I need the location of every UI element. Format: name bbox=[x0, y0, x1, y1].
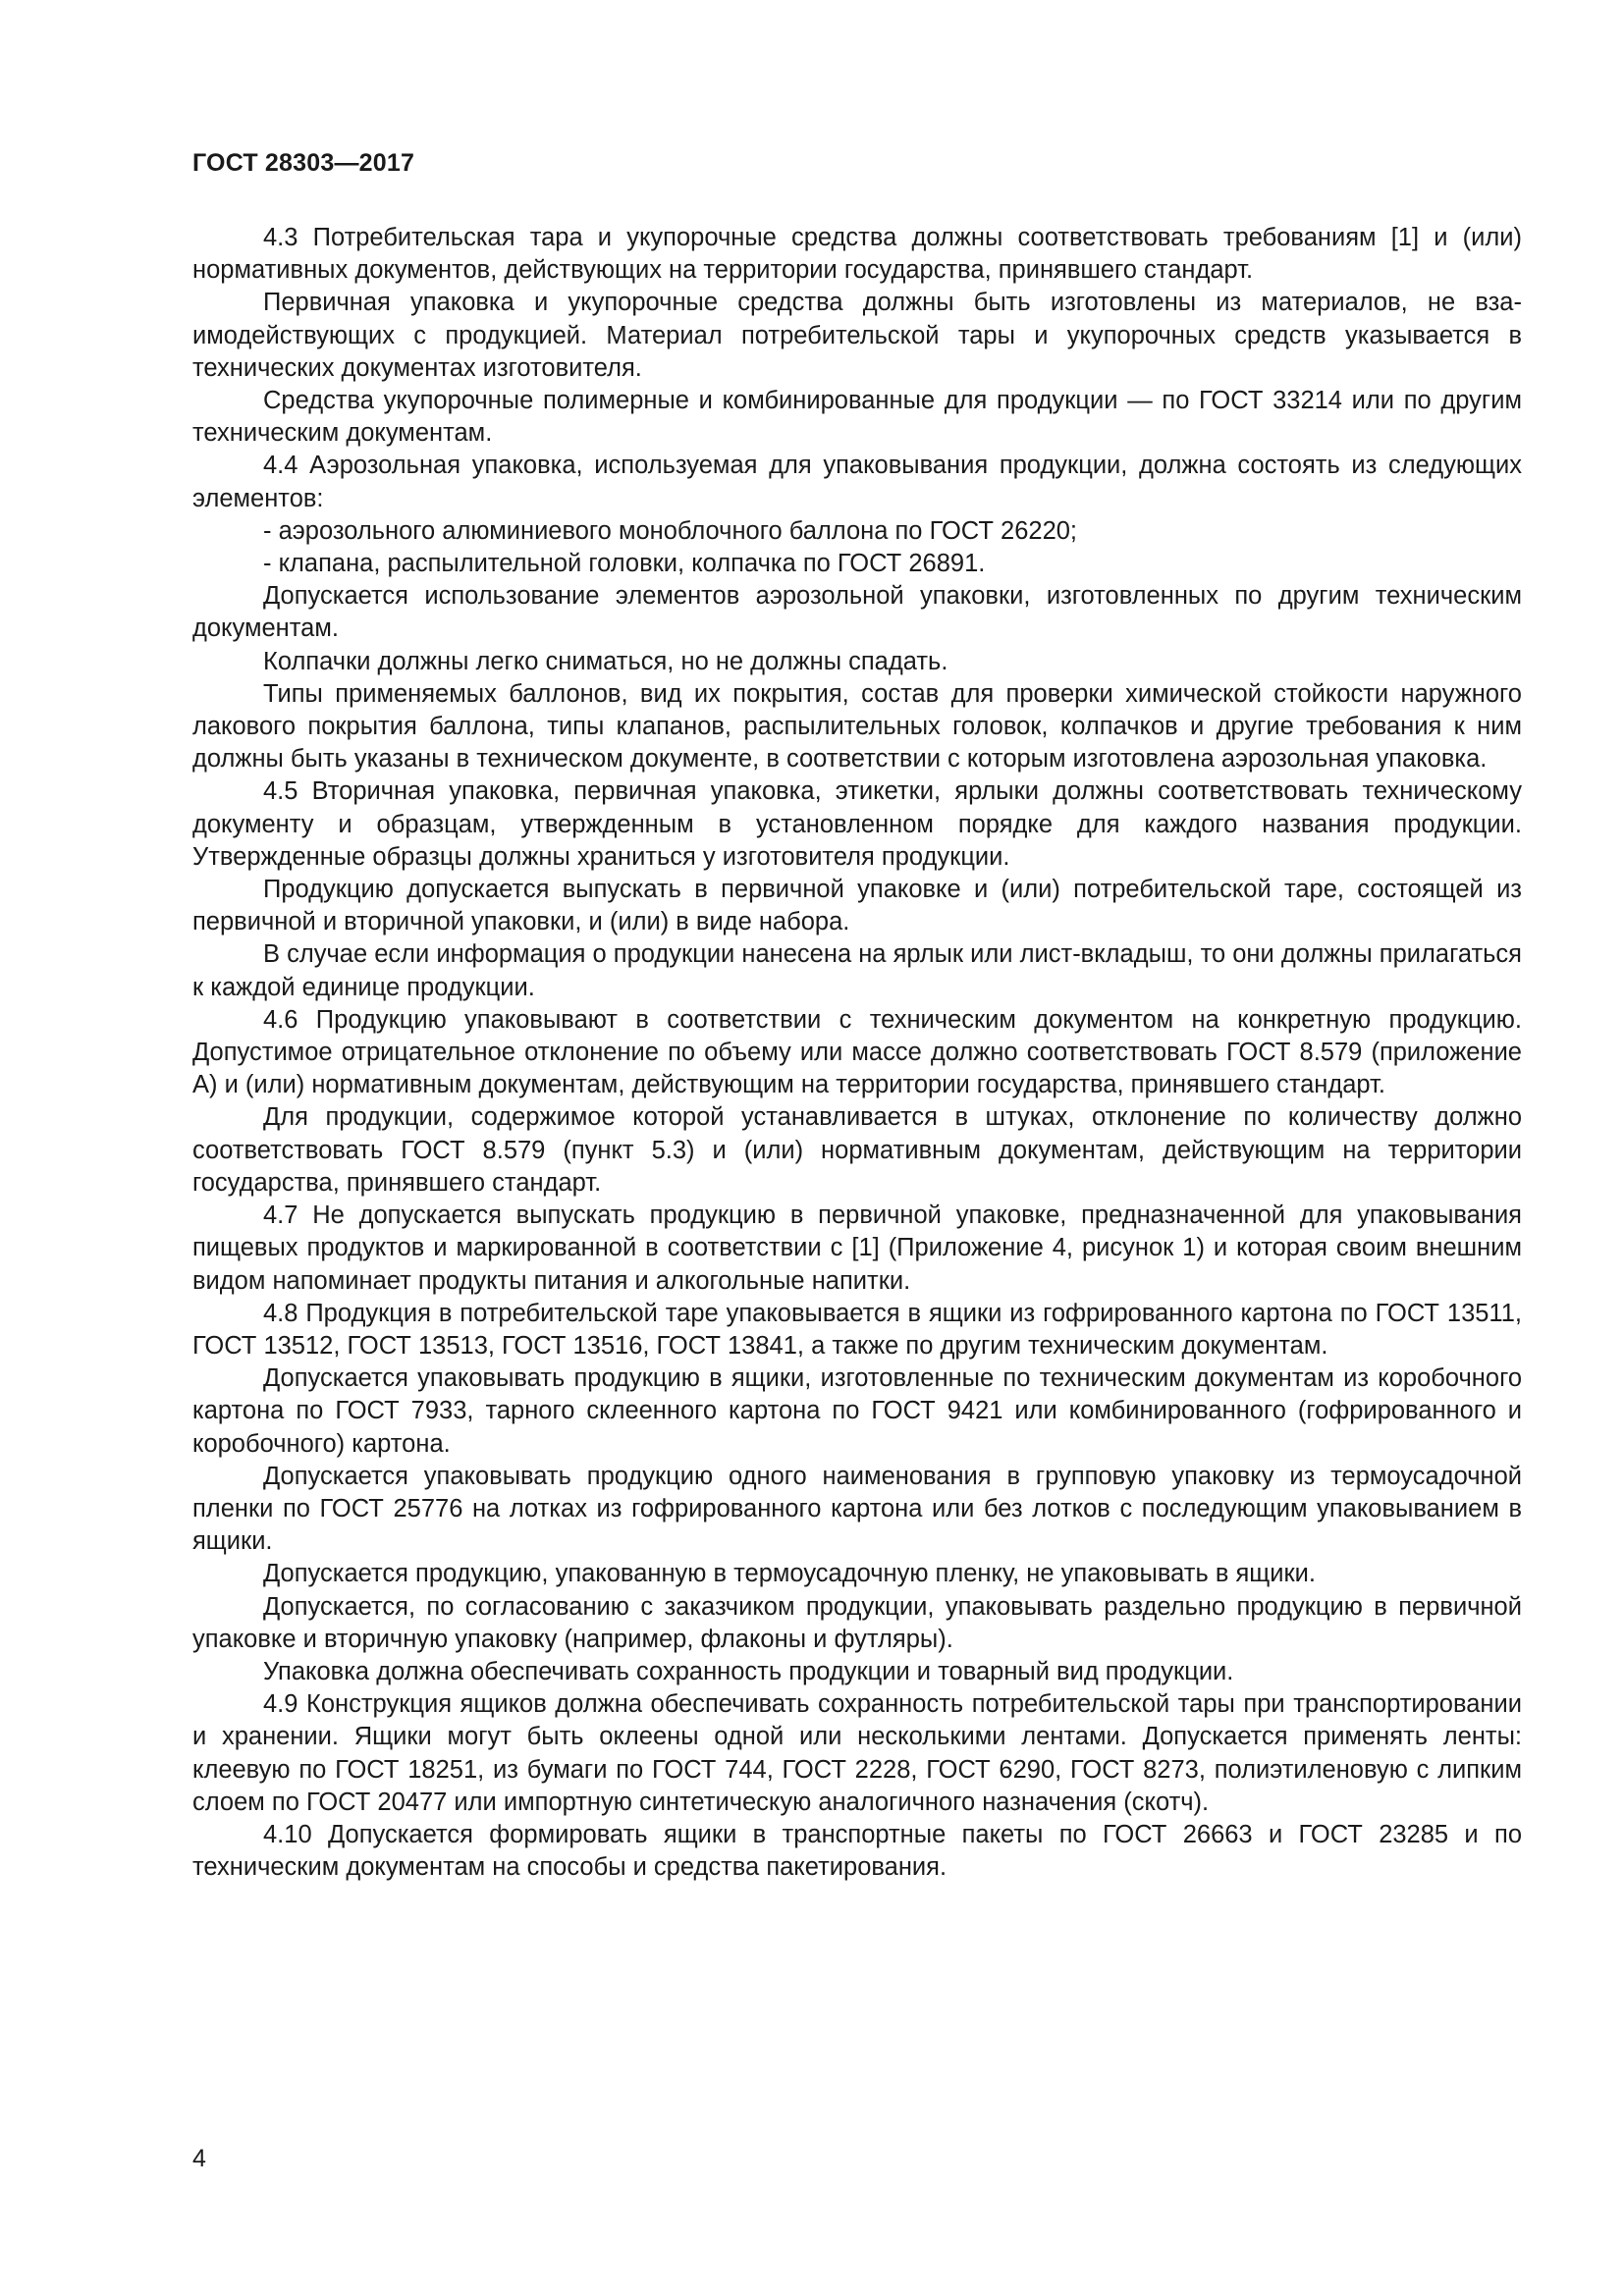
paragraph: Упаковка должна обеспечивать сохранность продукции и товарный вид продукции. bbox=[263, 1657, 1234, 1685]
paragraph: Средства укупорочные полимерные и комбинированные для продукции — по ГОСТ 33214 или по другим техническим документам. bbox=[192, 387, 1522, 448]
paragraph: Продукцию допускается выпускать в первичной упаковке и (или) потребительской таре, состоящей из первичной и вторичной упаковки, и (или) в виде набора. bbox=[192, 876, 1522, 936]
document-header: ГОСТ 28303—2017 bbox=[192, 149, 415, 177]
paragraph-4-10: 4.10 Допускается формировать ящики в транспортные пакеты по ГОСТ 26663 и ГОСТ 23285 и по техническим документам на способы и средства пакетирования. bbox=[192, 1820, 1522, 1882]
paragraph: Типы применяемых баллонов, вид их покрытия, состав для проверки химической стойкости наружного лакового покрытия баллона, типы клапанов, распылительных головок, колпачков и другие требования к ним должны быть указаны в техническом документе, в соответствии с которым изготовлена аэрозольная упаковка. bbox=[192, 679, 1522, 774]
paragraph-4-3: 4.3 Потребительская тара и укупорочные средства должны соответствовать требованиям [1] и (или) нормативных документов, действующих на территории государства, принявшего стандарт. bbox=[192, 224, 1522, 285]
paragraph: В случае если информация о продукции нанесена на ярлык или лист-вкладыш, то они должны прилагаться к каждой единице продукции. bbox=[192, 940, 1522, 1001]
paragraph: Допускается упаковывать продукцию в ящики, изготовленные по техническим документам из коробочного картона по ГОСТ 7933, тарного склеенного картона по ГОСТ 9421 или комбинированного (гофрированного и коробочного) картона. bbox=[192, 1364, 1522, 1458]
paragraph: Допускается использование элементов аэрозольной упаковки, изготовленных по другим техническим документам. bbox=[192, 582, 1522, 643]
paragraph-4-9: 4.9 Конструкция ящиков должна обеспечивать сохранность потребительской тары при транспортировании и хранении. Ящики могут быть оклеены одной или несколькими лентами. Допускается применять ленты: клеевую по ГОСТ 18251, из бумаги по ГОСТ 744, ГОСТ 2228, ГОСТ 6290, ГОСТ 8273, полиэтиленовую с липким слоем по ГОСТ 20477 или импортную синтетическую аналогичного назначения (скотч). bbox=[192, 1690, 1522, 1816]
page-number: 4 bbox=[192, 2145, 206, 2172]
document-body bbox=[192, 222, 1522, 1884]
paragraph: Допускается, по согласованию с заказчиком продукции, упаковывать раздельно продукцию в первичной упаковке и вторичную упаковку (например, флаконы и футляры). bbox=[192, 1592, 1522, 1653]
list-item: - аэрозольного алюминиевого моноблочного баллона по ГОСТ 26220; bbox=[263, 516, 1078, 545]
paragraph-4-5: 4.5 Вторичная упаковка, первичная упаковка, этикетки, ярлыки должны соответствовать техническому документу и образцам, утвержденным в установленном порядке для каждого названия продукции. Утвержденные образцы должны храниться у изготовителя продукции. bbox=[192, 777, 1522, 871]
paragraph-4-7: 4.7 Не допускается выпускать продукцию в первичной упаковке, предназначенной для упаковывания пищевых продуктов и маркированной в соответствии с [1] (Приложение 4, рисунок 1) и которая своим внешним видом напоминает продукты питания и алкогольные напитки. bbox=[192, 1201, 1522, 1295]
list-item: - клапана, распылительной головки, колпачка по ГОСТ 26891. bbox=[263, 550, 986, 578]
paragraph: Колпачки должны легко сниматься, но не должны спадать. bbox=[263, 647, 948, 675]
paragraph-4-4: 4.4 Аэрозольная упаковка, используемая для упаковывания продукции, должна состоять из следующих элементов: bbox=[192, 452, 1522, 512]
paragraph: Допускается упаковывать продукцию одного наименования в групповую упаковку из термоусадочной пленки по ГОСТ 25776 на лотках из гофрированного картона или без лотков с последующим упаковыванием в ящики. bbox=[192, 1462, 1522, 1556]
paragraph: Для продукции, содержимое которой устанавливается в штуках, отклонение по количеству должно соответствовать ГОСТ 8.579 (пункт 5.3) и (или) нормативным документам, действующим на территории государства, принявшего стандарт. bbox=[192, 1103, 1522, 1197]
paragraph: Первичная упаковка и укупорочные средства должны быть изготовлены из материалов, не взаимодействующих с продукцией. Материал потребительской тары и укупорочных средств указывается в технических документах изготовителя. bbox=[192, 289, 1522, 382]
paragraph-4-6: 4.6 Продукцию упаковывают в соответствии с техническим документом на конкретную продукцию. Допустимое отрицательное отклонение по объему или массе должно соответствовать ГОСТ 8.579 (приложение А) и (или) нормативным документам, действующим на территории государства, принявшего стандарт. bbox=[192, 1005, 1522, 1099]
paragraph-4-8: 4.8 Продукция в потребительской таре упаковывается в ящики из гофрированного картона по ГОСТ 13511, ГОСТ 13512, ГОСТ 13513, ГОСТ 13516, ГОСТ 13841, а также по другим техническим документам. bbox=[192, 1299, 1522, 1360]
paragraph: Допускается продукцию, упакованную в термоусадочную пленку, не упаковывать в ящики. bbox=[263, 1560, 1316, 1588]
